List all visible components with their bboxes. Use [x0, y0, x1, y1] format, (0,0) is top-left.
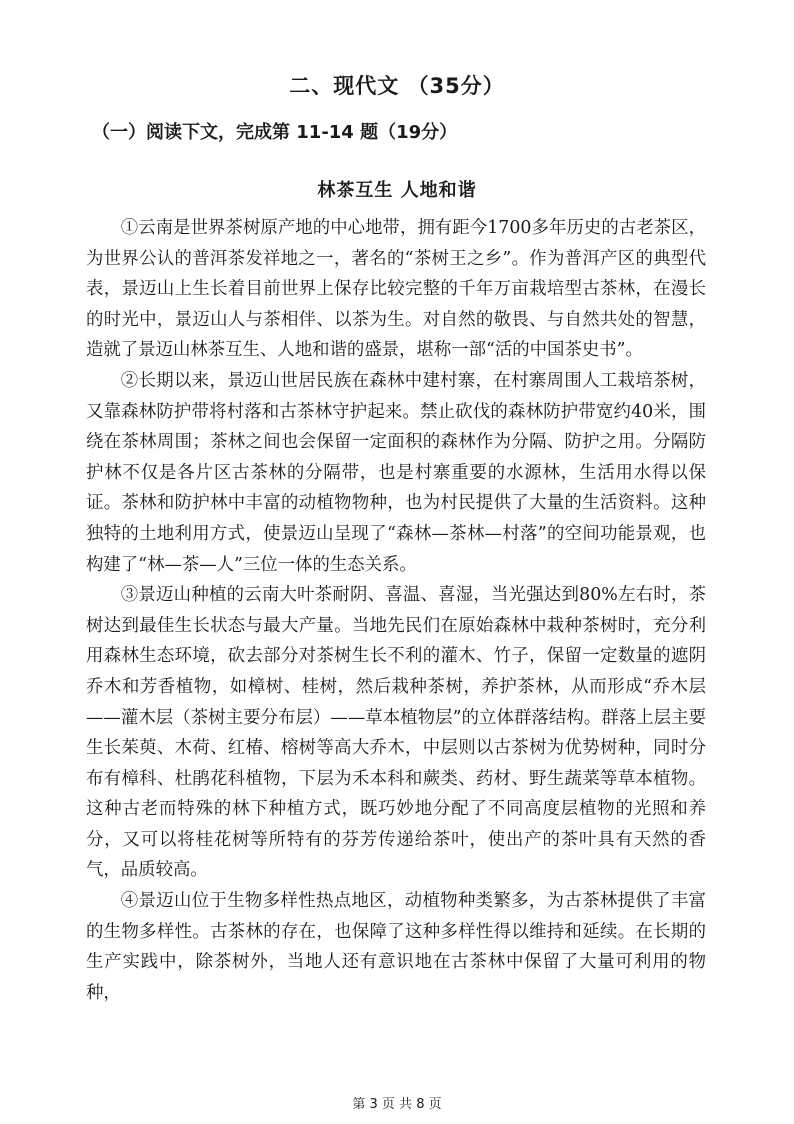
- paragraph-2: ②长期以来，景迈山世居民族在森林中建村寨，在村寨周围人工栽培茶树，又靠森林防护带将村落和古茶林守护起来。禁止砍伐的森林防护带宽约40米，围绕在茶林周围；茶林之间也会保留一定面积的森林作为分隔、防护之用。分隔防护林不仅是各片区古茶林的分隔带，也是村寨重要的水源林，生活用水得以保证。茶林和防护林中丰富的动植物物种，也为村民提供了大量的生活资料。这种独特的土地利用方式，使景迈山呈现了“森林—茶林—村落”的空间功能景观，也构建了“林—茶—人”三位一体的生态关系。: [86, 370, 706, 575]
- page-footer: 第 3 页 共 8 页: [352, 1097, 442, 1112]
- paragraph-4: ④景迈山位于生物多样性热点地区，动植物种类繁多，为古茶林提供了丰富的生物多样性。古茶林的存在，也保障了这种多样性得以维持和延续。在长期的生产实践中，除茶树外，当地人还有意识地在古茶林中保留了大量可利用的物种，: [86, 891, 706, 1003]
- paragraph-3: ③景迈山种植的云南大叶茶耐阴、喜温、喜湿，当光强达到80%左右时，茶树达到最佳生长状态与最大产量。当地先民们在原始森林中栽种茶树时，充分利用森林生态环境，砍去部分对茶树生长不利的灌木、竹子，保留一定数量的遮阴乔木和芳香植物，如樟树、桂树，然后栽种茶树，养护茶林，从而形成“乔木层——灌木层（茶树主要分布层）——草本植物层”的立体群落结构。群落上层主要生长茱萸、木荷、红椿、榕树等高大乔木，中层则以古茶树为优势树种，同时分布有樟科、杜鹃花科植物，下层为禾本科和蕨类、药材、野生蔬菜等草本植物。这种古老而特殊的林下种植方式，既巧妙地分配了不同高度层植物的光照和养分，又可以将桂花树等所特有的芬芳传递给茶叶，使出产的茶叶具有天然的香气，品质较高。: [86, 585, 706, 881]
- article-body: [86, 213, 706, 1008]
- article-title: 林茶互生 人地和谐: [317, 180, 477, 201]
- section-title: 二、现代文 （35分）: [289, 74, 505, 98]
- question-instruction: （一）阅读下文，完成第 11-14 题（19分）: [92, 122, 458, 143]
- paragraph-1: ①云南是世界茶树原产地的中心地带，拥有距今1700多年历史的古老茶区，为世界公认的普洱茶发祥地之一，著名的“茶树王之乡”。作为普洱产区的典型代表，景迈山上生长着目前世界上保存比较完整的千年万亩栽培型古茶林，在漫长的时光中，景迈山人与茶相伴、以茶为生。对自然的敬畏、与自然共处的智慧，造就了景迈山林茶互生、人地和谐的盛景，堪称一部“活的中国茶史书”。: [86, 218, 706, 361]
